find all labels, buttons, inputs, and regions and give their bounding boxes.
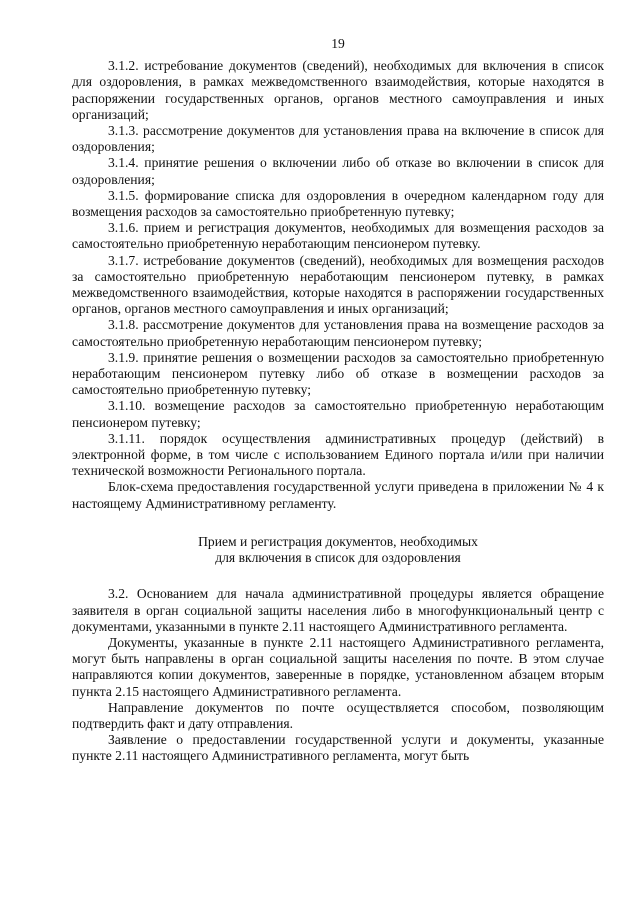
paragraph-3-1-4: 3.1.4. принятие решения о включении либо об отказе во включении в список для оздоровления; (72, 155, 604, 187)
paragraph-3-1-6: 3.1.6. прием и регистрация документов, необходимых для возмещения расходов за самостоятельно приобретенную неработающим пенсионером путевку. (72, 220, 604, 252)
section-heading-line-1: Прием и регистрация документов, необходимых (198, 533, 478, 549)
paragraph-3-1-7: 3.1.7. истребование документов (сведений), необходимых для возмещения расходов за самостоятельно приобретенную неработающим пенсионером путевку, в рамках межведомственного взаимодействия, которые находятся в распоряжении государственных органов, органов местного самоуправления и иных организаций; (72, 252, 604, 317)
paragraph-mail-method: Направление документов по почте осуществляется способом, позволяющим подтвердить факт и дату отправления. (72, 699, 604, 731)
paragraph-3-1-10: 3.1.10. возмещение расходов за самостоятельно приобретенную неработающим пенсионером путевку; (72, 398, 604, 430)
section-heading-line-2: для включения в список для оздоровления (215, 550, 461, 566)
paragraph-documents-mail: Документы, указанные в пункте 2.11 настоящего Административного регламента, могут быть направлены в орган социальной защиты населения по почте. В этом случае направляются копии документов, заверенные в порядке, установленном абзацем вторым пункта 2.15 настоящего Административного регламента. (72, 634, 604, 699)
paragraph-3-1-11: 3.1.11. порядок осуществления административных процедур (действий) в электронной форме, в том числе с использованием Единого портала и/или при наличии технической возможности Регионального портала. (72, 430, 604, 479)
page-number: 19 (331, 36, 345, 51)
paragraph-application: Заявление о предоставлении государственной услуги и документы, указанные пункте 2.11 настоящего Административного регламента, могут быть (72, 732, 604, 764)
section-heading (72, 534, 604, 566)
paragraph-3-1-3: 3.1.3. рассмотрение документов для установления права на включение в список для оздоровления; (72, 123, 604, 155)
paragraph-3-1-5: 3.1.5. формирование списка для оздоровления в очередном календарном году для возмещения расходов за самостоятельно приобретенную путевку; (72, 187, 604, 220)
paragraph-3-1-2: 3.1.2. истребование документов (сведений), необходимых для включения в список для оздоровления, в рамках межведомственного взаимодействия, которые находятся в распоряжении государственных органов, органов местного самоуправления и иных организаций; (72, 58, 604, 122)
paragraph-3-1-9: 3.1.9. принятие решения о возмещении расходов за самостоятельно приобретенную неработающим пенсионером путевку либо об отказе в возмещении расходов за самостоятельно приобретенную путевку; (72, 349, 604, 398)
paragraph-flowchart: Блок-схема предоставления государственной услуги приведена в приложении № 4 к настоящему Административному регламенту. (72, 479, 604, 511)
paragraph-3-2: 3.2. Основанием для начала административной процедуры является обращение заявителя в орган социальной защиты населения либо в многофункциональный центр с документами, указанными в пункте 2.11 настоящего Административного регламента. (72, 586, 604, 634)
paragraph-3-1-8: 3.1.8. рассмотрение документов для установления права на возмещение расходов за самостоятельно приобретенную неработающим пенсионером путевку; (72, 317, 604, 349)
